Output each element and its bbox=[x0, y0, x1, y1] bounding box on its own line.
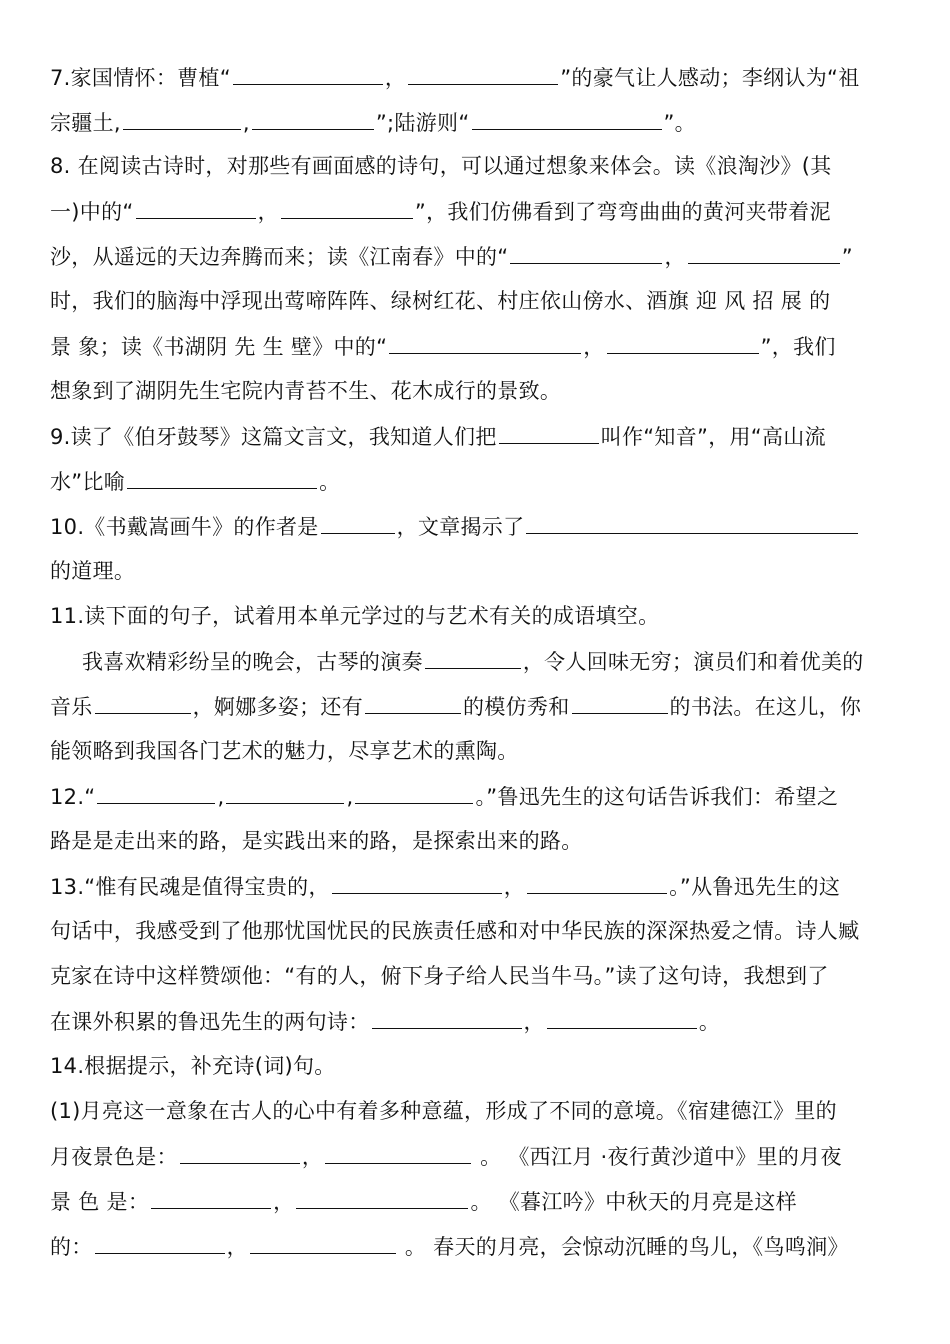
text: 我喜欢精彩纷呈的晚会，古琴的演奏 bbox=[82, 650, 423, 674]
text: 12.“ bbox=[50, 785, 96, 809]
blank[interactable] bbox=[97, 781, 215, 804]
q14-line-4 bbox=[50, 1231, 902, 1262]
text: ，令人回味无穷；演员们和着优美的 bbox=[522, 650, 864, 674]
q8-line-2 bbox=[50, 196, 902, 227]
text: 景 象；读《书湖阴 先 生 壁》中的“ bbox=[50, 335, 388, 359]
blank[interactable] bbox=[180, 1141, 300, 1164]
text: (1)月亮这一意象在古人的心中有着多种意蕴，形成了不同的意境。《宿建德江》里的 bbox=[50, 1099, 837, 1123]
text: , bbox=[346, 785, 354, 809]
q13-line-2 bbox=[50, 916, 902, 946]
text: ， bbox=[257, 200, 279, 224]
text: 8. 在阅读古诗时，对那些有画面感的诗句，可以通过想象来体会。读《浪淘沙》(其 bbox=[50, 154, 832, 178]
blank[interactable] bbox=[127, 466, 317, 489]
blank[interactable] bbox=[472, 107, 662, 130]
text: 的道理。 bbox=[50, 559, 136, 583]
text: 9.读了《伯牙鼓琴》这篇文言文，我知道人们把 bbox=[50, 425, 497, 449]
text: 7.家国情怀：曹植“ bbox=[50, 66, 231, 90]
text: ” bbox=[841, 245, 853, 269]
text: 句话中，我感受到了他那忧国忧民的民族责任感和对中华民族的深深热爱之情。诗人臧 bbox=[50, 919, 860, 943]
q11-line-1 bbox=[50, 601, 902, 631]
q12-line-2 bbox=[50, 826, 902, 856]
blank[interactable] bbox=[572, 691, 668, 714]
q14-line-2 bbox=[50, 1141, 902, 1172]
text: 11.读下面的句子，试着用本单元学过的与艺术有关的成语填空。 bbox=[50, 604, 660, 628]
q11-line-4 bbox=[50, 736, 902, 766]
blank[interactable] bbox=[389, 331, 581, 354]
blank[interactable] bbox=[250, 1231, 396, 1254]
q12-line-1 bbox=[50, 781, 902, 812]
q7-line-2 bbox=[50, 107, 902, 138]
q7-line-1 bbox=[50, 62, 902, 93]
q8-line-1 bbox=[50, 151, 902, 181]
text: ， bbox=[503, 875, 526, 899]
text: 能领略到我国各门艺术的魅力，尽享艺术的熏陶。 bbox=[50, 739, 519, 763]
blank[interactable] bbox=[296, 1186, 468, 1209]
blank[interactable] bbox=[547, 1006, 697, 1029]
blank[interactable] bbox=[123, 107, 241, 130]
text: 。 《暮江吟》中秋天的月亮是这样 bbox=[470, 1190, 797, 1214]
text: , bbox=[242, 111, 250, 135]
blank[interactable] bbox=[136, 196, 256, 219]
blank[interactable] bbox=[321, 511, 395, 534]
text: 。 bbox=[698, 1010, 721, 1034]
blank[interactable] bbox=[151, 1186, 271, 1209]
q14-line-1 bbox=[50, 1096, 902, 1126]
text: 音乐 bbox=[50, 695, 93, 719]
text: 月夜景色是： bbox=[50, 1145, 178, 1169]
text: ， bbox=[583, 335, 605, 359]
q8-line-4 bbox=[50, 286, 902, 316]
text: ，婀娜多姿；还有 bbox=[192, 695, 364, 719]
text: 一)中的“ bbox=[50, 200, 134, 224]
q10-line-2 bbox=[50, 556, 902, 586]
q14-line-3 bbox=[50, 1186, 902, 1217]
text: ， bbox=[226, 1235, 248, 1259]
q9-line-2 bbox=[50, 466, 902, 497]
blank[interactable] bbox=[688, 241, 840, 264]
text: 13.“惟有民魂是值得宝贵的， bbox=[50, 875, 330, 899]
blank[interactable] bbox=[425, 646, 521, 669]
text: 的模仿秀和 bbox=[463, 695, 570, 719]
text: ”，我们仿佛看到了弯弯曲曲的黄河夹带着泥 bbox=[414, 200, 831, 224]
text: ”的豪气让人感动；李纲认为“祖 bbox=[560, 66, 860, 90]
text: 。 春天的月亮，会惊动沉睡的鸟儿，《鸟鸣涧》 bbox=[397, 1235, 849, 1259]
blank[interactable] bbox=[95, 691, 191, 714]
blank[interactable] bbox=[281, 196, 413, 219]
q9-line-1 bbox=[50, 421, 902, 452]
blank[interactable] bbox=[226, 781, 344, 804]
q13-line-3 bbox=[50, 961, 902, 991]
q11-line-2 bbox=[50, 646, 902, 677]
blank[interactable] bbox=[332, 871, 502, 894]
q13-line-1 bbox=[50, 871, 902, 902]
text: ”;陆游则“ bbox=[375, 111, 470, 135]
text: 想象到了湖阴先生宅院内青苔不生、花木成行的景致。 bbox=[50, 379, 562, 403]
blank[interactable] bbox=[527, 871, 667, 894]
q14-title bbox=[50, 1051, 902, 1081]
text: 叫作“知音”，用“高山流 bbox=[600, 425, 826, 449]
q8-line-3 bbox=[50, 241, 902, 272]
blank[interactable] bbox=[408, 62, 558, 85]
text: 时，我们的脑海中浮现出莺啼阵阵、绿树红花、村庄依山傍水、酒旗 迎 风 招 展 的 bbox=[50, 289, 831, 313]
q13-line-4 bbox=[50, 1006, 902, 1037]
q8-line-6 bbox=[50, 376, 902, 406]
text: 景 色 是： bbox=[50, 1190, 150, 1214]
blank[interactable] bbox=[607, 331, 759, 354]
blank[interactable] bbox=[365, 691, 461, 714]
q8-line-5 bbox=[50, 331, 902, 362]
q11-line-3 bbox=[50, 691, 902, 722]
text: 路是是走出来的路，是实践出来的路，是探索出来的路。 bbox=[50, 829, 583, 853]
text: ，文章揭示了 bbox=[396, 515, 525, 539]
blank[interactable] bbox=[372, 1006, 522, 1029]
text: ， bbox=[301, 1145, 324, 1169]
text: ， bbox=[523, 1010, 545, 1034]
blank[interactable] bbox=[325, 1141, 471, 1164]
text: ， bbox=[273, 1190, 295, 1214]
blank[interactable] bbox=[95, 1231, 225, 1254]
text: 。 《西江月 ·夜行黄沙道中》里的月夜 bbox=[473, 1145, 842, 1169]
text: 沙，从遥远的天边奔腾而来；读《江南春》中的“ bbox=[50, 245, 509, 269]
blank[interactable] bbox=[526, 511, 858, 534]
text: 克家在诗中这样赞颂他：“有的人，俯下身子给人民当牛马。”读了这句诗，我想到了 bbox=[50, 964, 829, 988]
blank[interactable] bbox=[252, 107, 374, 130]
text: ”。 bbox=[663, 111, 696, 135]
blank[interactable] bbox=[355, 781, 473, 804]
q10-line-1 bbox=[50, 511, 902, 542]
text: 在课外积累的鲁迅先生的两句诗： bbox=[50, 1010, 370, 1034]
text: ， bbox=[664, 245, 686, 269]
text: 的： bbox=[50, 1235, 93, 1259]
blank[interactable] bbox=[510, 241, 662, 264]
text: 。”从鲁迅先生的这 bbox=[669, 875, 841, 899]
blank[interactable] bbox=[499, 421, 599, 444]
text: , bbox=[217, 785, 225, 809]
text: ”，我们 bbox=[760, 335, 836, 359]
text: 水”比喻 bbox=[50, 470, 126, 494]
text: 宗疆土, bbox=[50, 111, 121, 135]
text: 10.《书戴嵩画牛》的作者是 bbox=[50, 515, 319, 539]
text: 的书法。在这儿，你 bbox=[669, 695, 862, 719]
text: 。”鲁迅先生的这句话告诉我们：希望之 bbox=[475, 785, 839, 809]
text: 。 bbox=[319, 470, 341, 494]
text: ， bbox=[384, 66, 407, 90]
text: 14.根据提示，补充诗(词)句。 bbox=[50, 1054, 336, 1078]
blank[interactable] bbox=[233, 62, 383, 85]
